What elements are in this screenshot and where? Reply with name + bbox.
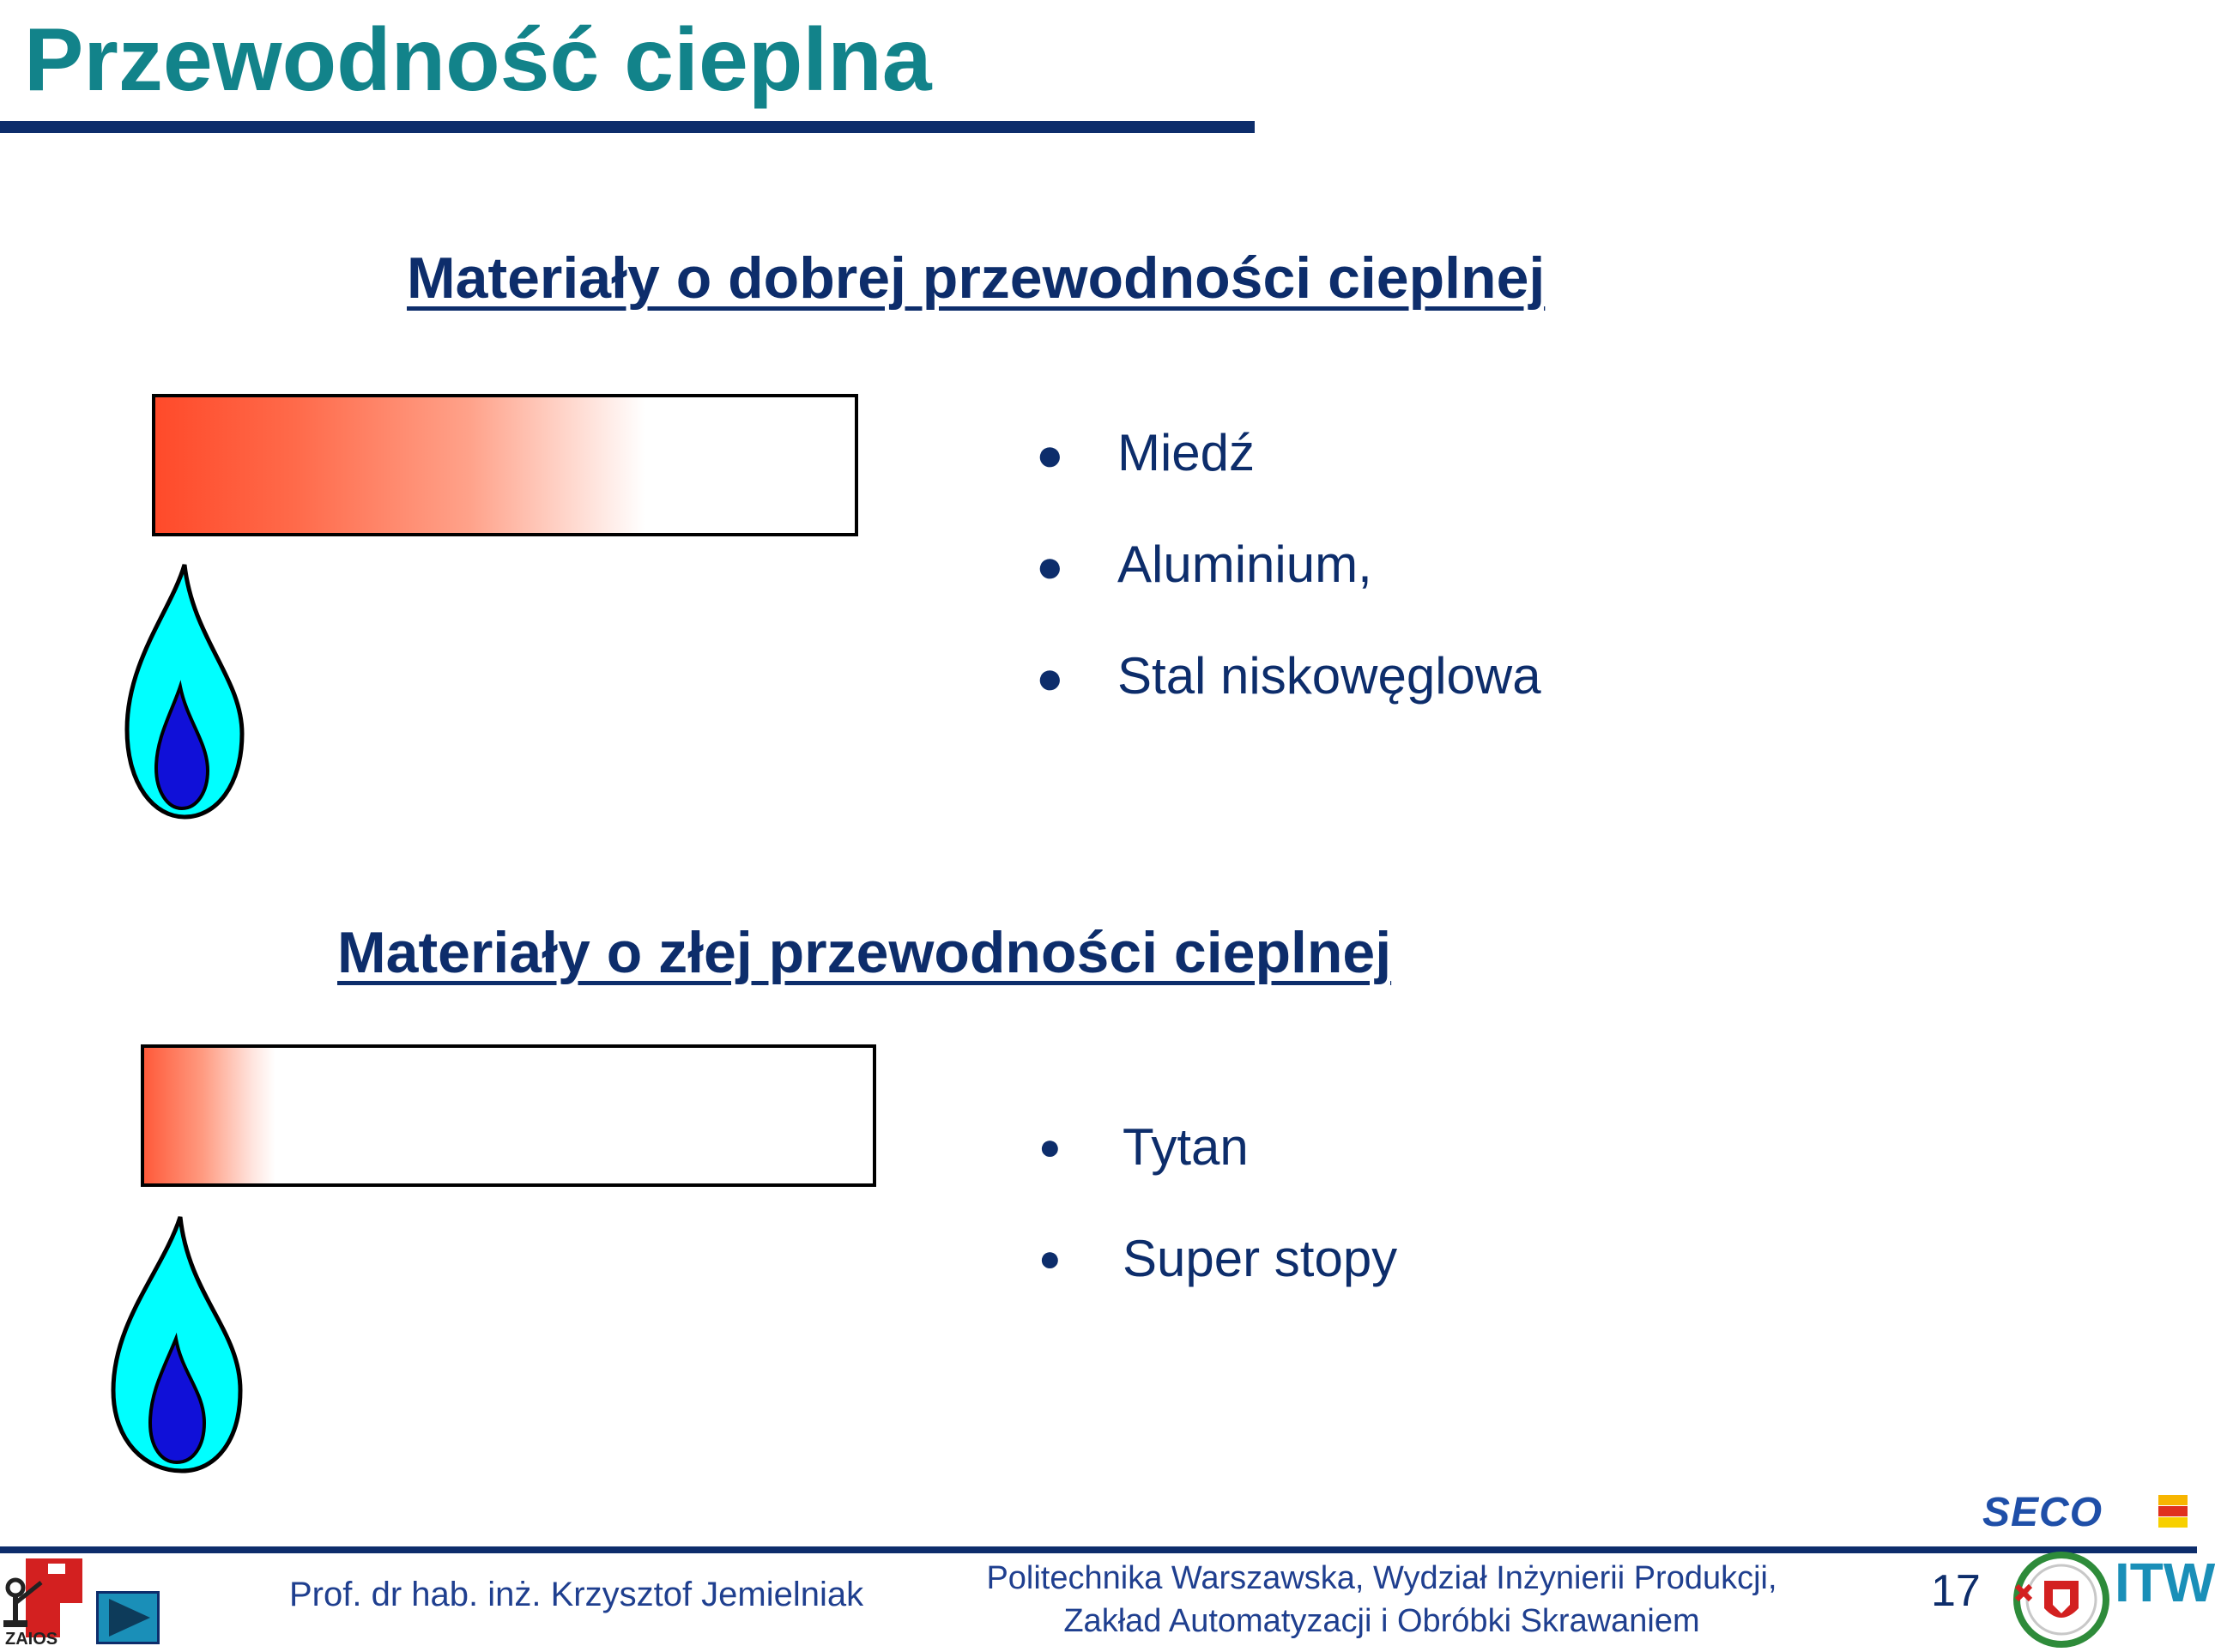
flame-icon	[103, 1210, 249, 1476]
svg-text:ZAIOS: ZAIOS	[5, 1630, 58, 1649]
university-emblem-logo	[2012, 1552, 2115, 1652]
next-slide-button[interactable]	[96, 1591, 160, 1644]
bullet-icon: ●	[1036, 652, 1064, 704]
list-item	[1038, 1229, 1398, 1340]
bullet-icon: ●	[1038, 1126, 1062, 1168]
poor-conductors-heading: Materiały o złej przewodności cieplnej	[337, 920, 1392, 985]
footer-affiliation-line2: Zakład Automatyzacji i Obróbki Skrawaniem	[1063, 1603, 1700, 1639]
list-item	[1036, 646, 1541, 758]
list-item-label: Tytan	[1123, 1118, 1249, 1176]
footer-author: Prof. dr hab. inż. Krzysztof Jemielniak	[289, 1576, 864, 1613]
page-number: 17	[1931, 1566, 1981, 1616]
footer-divider	[0, 1546, 2197, 1553]
footer-affiliation-line1: Politechnika Warszawska, Wydział Inżynierii Produkcji,	[986, 1560, 1777, 1596]
bullet-icon: ●	[1036, 429, 1064, 481]
list-item-label: Stal niskowęglowa	[1117, 647, 1541, 705]
list-item	[1038, 1117, 1397, 1229]
itw-logo: ITW	[2115, 1552, 2215, 1613]
title-divider	[0, 121, 1255, 133]
poor-conductors-list	[1038, 1117, 1398, 1340]
list-item-label: Miedź	[1117, 424, 1256, 481]
slide-title: Przewodność cieplna	[24, 10, 932, 110]
play-arrow-icon	[99, 1594, 157, 1642]
footer-affiliation	[953, 1557, 1811, 1643]
list-item	[1036, 423, 1541, 535]
bullet-icon: ●	[1038, 1237, 1062, 1280]
heated-bar-poor-conductor	[141, 1044, 876, 1187]
heated-bar-good-conductor	[152, 394, 858, 536]
list-item-label: Super stopy	[1123, 1230, 1398, 1287]
list-item	[1036, 535, 1541, 646]
good-conductors-heading: Materiały o dobrej przewodności cieplnej	[407, 245, 1546, 311]
bullet-icon: ●	[1036, 541, 1064, 592]
seco-logo: SECO	[1982, 1490, 2103, 1535]
zaios-logo	[0, 1552, 94, 1652]
good-conductors-list	[1036, 423, 1541, 758]
seco-logo-mark	[2158, 1495, 2188, 1528]
flame-icon	[120, 558, 249, 824]
list-item-label: Aluminium,	[1117, 536, 1372, 593]
